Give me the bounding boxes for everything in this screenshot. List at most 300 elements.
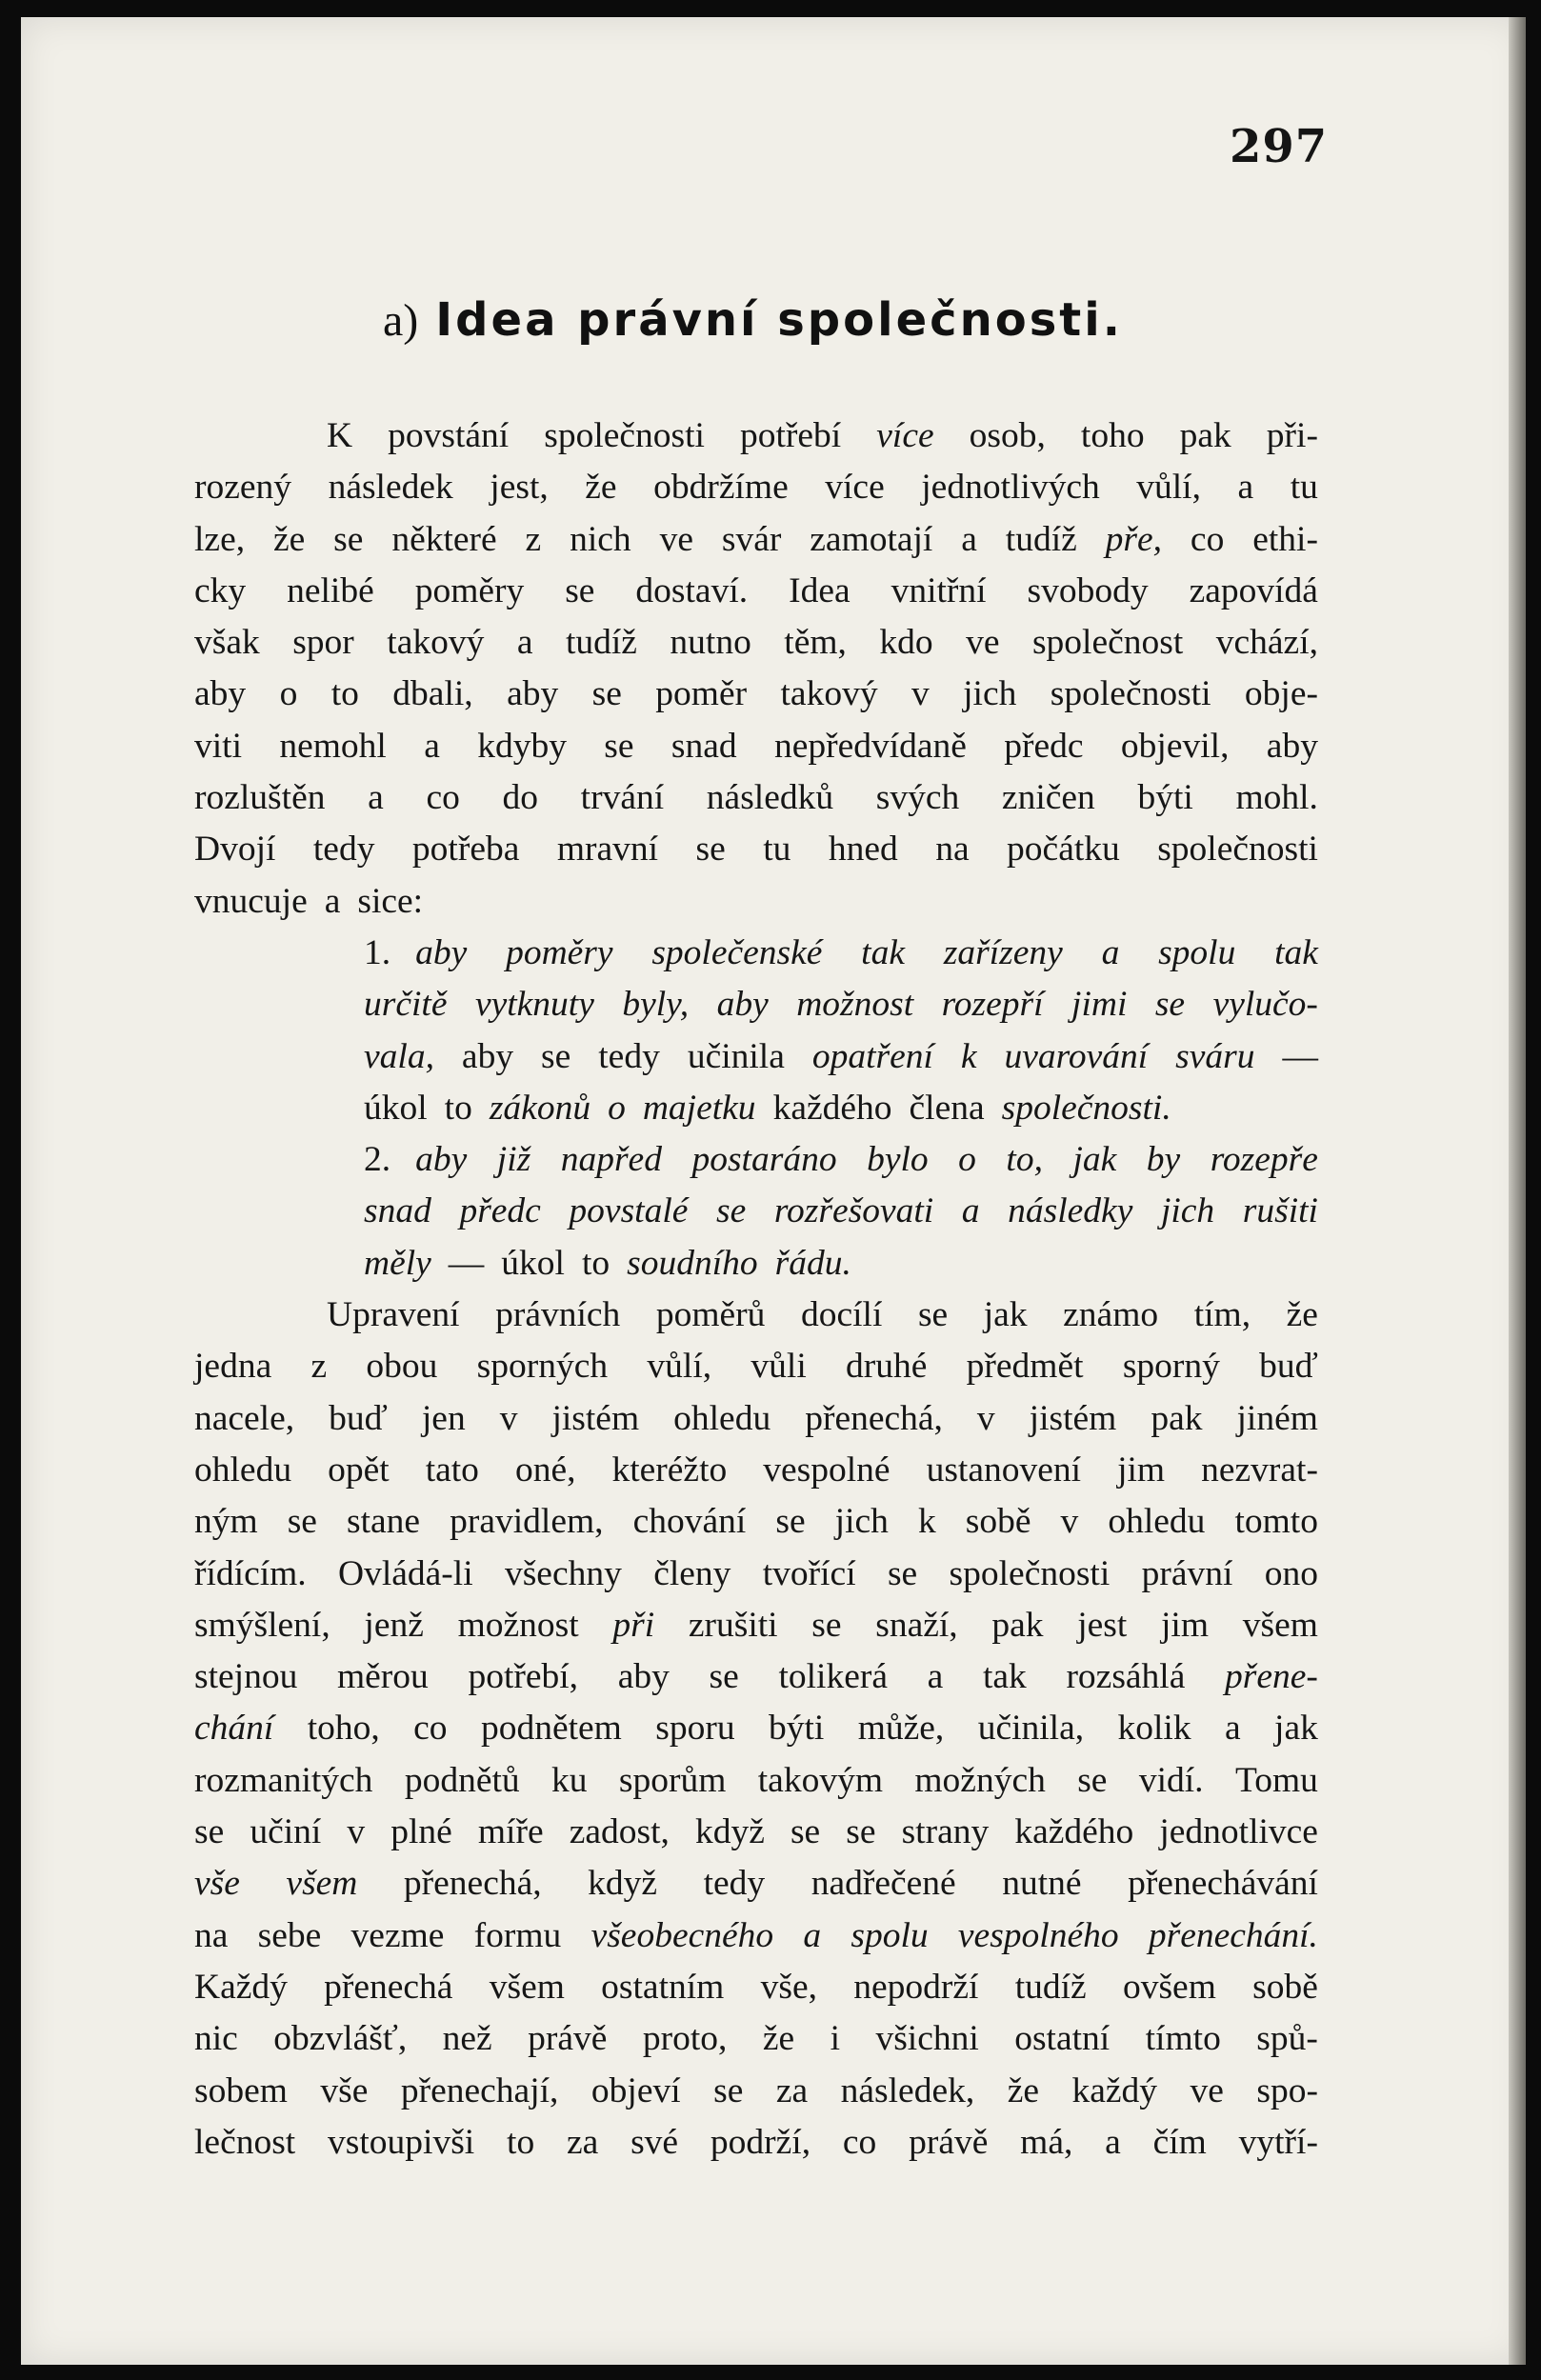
word: že — [272, 519, 306, 559]
word: z — [310, 1347, 328, 1387]
word: býti — [1137, 778, 1193, 818]
word: nich — [570, 519, 631, 559]
word: na — [194, 1915, 229, 1955]
text-line — [194, 1755, 1318, 1807]
list-number: 1. — [364, 932, 391, 972]
word: společnosti — [544, 416, 705, 455]
word: kdo — [879, 623, 933, 663]
word: učinila, — [977, 1709, 1085, 1749]
text-body — [194, 410, 1318, 2169]
word: vylučo- — [1212, 985, 1318, 1025]
word: sebe — [257, 1915, 322, 1955]
word: obzvlášť, — [273, 2019, 408, 2059]
word: rozepře — [1210, 1140, 1318, 1180]
word: objevil, — [1120, 726, 1230, 766]
word: povstání — [388, 416, 510, 455]
word: Ovládá-li — [338, 1553, 473, 1593]
word: proto, — [642, 2019, 728, 2059]
word: rozepří — [941, 985, 1044, 1025]
word: tak — [982, 1657, 1027, 1697]
text-line — [194, 410, 1318, 462]
word: vše — [320, 2070, 369, 2110]
text-line — [194, 1134, 1318, 1186]
word: vespolného — [957, 1915, 1119, 1955]
word: měrou — [336, 1657, 429, 1697]
word: mravní — [556, 830, 659, 870]
word: následek — [328, 468, 453, 508]
word: přenechání. — [1148, 1915, 1318, 1955]
word: společnost — [1031, 623, 1184, 663]
word: určitě — [364, 985, 448, 1025]
word: právě — [528, 2019, 608, 2059]
word: se — [887, 1553, 918, 1593]
word: jest — [1077, 1605, 1128, 1645]
word: poměr — [655, 674, 748, 714]
word: nutno — [670, 623, 751, 663]
word: všichni — [875, 2019, 979, 2059]
word: majetku — [642, 1088, 756, 1128]
word: vespolné — [763, 1450, 891, 1490]
section-heading — [383, 293, 1123, 347]
word: ostatní — [1014, 2019, 1111, 2059]
word: lečnost — [194, 2122, 296, 2162]
text-line — [194, 1703, 1318, 1754]
word: co — [426, 778, 460, 818]
word: zapovídá — [1189, 570, 1318, 610]
word: tolikerá — [778, 1657, 888, 1697]
word: tudíž — [1014, 1967, 1087, 2007]
word: sporný — [1122, 1347, 1220, 1387]
word: ovšem — [1122, 1967, 1216, 2007]
word: jim — [1117, 1450, 1166, 1490]
word: chování — [632, 1502, 747, 1542]
word: se — [811, 1605, 842, 1645]
word: obje- — [1244, 674, 1318, 714]
page-number: 297 — [1230, 120, 1329, 173]
word: více — [876, 416, 934, 455]
word: dbali, — [392, 674, 473, 714]
word: pře, — [1105, 519, 1163, 559]
word: vstoupivši — [328, 2122, 475, 2162]
word: stejnou — [194, 1657, 298, 1697]
word: i — [830, 2019, 840, 2059]
word: možnost — [796, 985, 914, 1025]
word: druhé — [846, 1347, 928, 1387]
word: vytknuty — [474, 985, 594, 1025]
word: se — [1077, 1760, 1108, 1800]
word: pak — [1179, 416, 1231, 455]
word: a — [516, 623, 533, 663]
word: ku — [551, 1760, 588, 1800]
word: jest, — [490, 468, 549, 508]
word: ostatním — [601, 1967, 725, 2007]
word: trvání — [580, 778, 665, 818]
word: aby — [716, 985, 769, 1025]
word: přenechá — [324, 1967, 453, 2007]
word: následky — [1008, 1191, 1133, 1231]
word: a — [1101, 932, 1120, 972]
word: jednotlivce — [1159, 1812, 1318, 1852]
word: vezme — [350, 1915, 445, 1955]
text-line — [194, 2013, 1318, 2065]
word: zadost, — [569, 1812, 670, 1852]
word: možných — [914, 1760, 1046, 1800]
word: jak — [1072, 1140, 1117, 1180]
word: učinila — [687, 1036, 785, 1076]
word: tomto — [1234, 1502, 1318, 1542]
word: by — [1146, 1140, 1181, 1180]
word: vytří- — [1238, 2122, 1318, 2162]
word: tak — [861, 932, 905, 972]
word: sobě — [1252, 1967, 1318, 2007]
word: spolu — [1158, 932, 1236, 972]
word: již — [496, 1140, 531, 1180]
text-line — [194, 1238, 1318, 1290]
word: se — [287, 1502, 317, 1542]
word: v — [1060, 1502, 1079, 1542]
word: to — [444, 1088, 472, 1128]
word: těm, — [784, 623, 847, 663]
text-line — [194, 566, 1318, 617]
word: a — [961, 1191, 980, 1231]
word: jen — [421, 1398, 466, 1438]
text-line — [194, 1807, 1318, 1858]
word: postaráno — [691, 1140, 837, 1180]
word: společnosti — [1157, 830, 1318, 870]
word: dostaví. — [635, 570, 749, 610]
word: rozluštěn — [194, 778, 326, 818]
word: následků — [706, 778, 834, 818]
text-line — [194, 721, 1318, 772]
word: býti — [768, 1709, 825, 1749]
word: bylo — [867, 1140, 929, 1180]
word: toho, — [307, 1709, 380, 1749]
word: Idea — [789, 570, 851, 610]
word: sporných — [476, 1347, 609, 1387]
word: se — [591, 674, 622, 714]
word: co — [413, 1709, 448, 1749]
word: a — [1224, 1709, 1241, 1749]
word: právě — [909, 2122, 989, 2162]
word: předmět — [966, 1347, 1084, 1387]
word: k — [960, 1036, 977, 1076]
word: společnosti — [1050, 674, 1211, 714]
word: a — [424, 726, 440, 766]
word: se — [604, 726, 634, 766]
word: byly, — [622, 985, 690, 1025]
word: co — [842, 2122, 877, 2162]
word: na — [935, 830, 970, 870]
word: v — [499, 1398, 518, 1438]
word: obou — [366, 1347, 438, 1387]
text-line — [194, 1031, 1318, 1083]
word: jistém — [551, 1398, 640, 1438]
word: jedna — [194, 1347, 272, 1387]
word: ve — [659, 519, 693, 559]
word: se — [194, 1812, 225, 1852]
text-line — [194, 876, 1318, 928]
word: zamotají — [810, 519, 933, 559]
word: oné, — [514, 1450, 576, 1490]
word: stane — [347, 1502, 421, 1542]
word: nepodrží — [853, 1967, 979, 2007]
word: pravidlem, — [450, 1502, 604, 1542]
word: úkol — [501, 1243, 565, 1283]
word: se — [790, 1812, 821, 1852]
word: vnucuje — [194, 881, 308, 921]
word: opět — [328, 1450, 390, 1490]
word: poměrů — [655, 1295, 766, 1335]
section-letter: a) — [383, 295, 419, 346]
word: a — [1237, 468, 1254, 508]
text-line — [194, 928, 1318, 979]
word: podrží, — [710, 2122, 811, 2162]
word: však — [194, 623, 260, 663]
word: kteréžto — [611, 1450, 728, 1490]
word: nacele, — [194, 1398, 295, 1438]
word: tu — [1290, 468, 1318, 508]
word: se — [565, 570, 595, 610]
word: Tomu — [1234, 1760, 1318, 1800]
word: plné — [390, 1812, 452, 1852]
word: ohledu — [673, 1398, 771, 1438]
text-line — [194, 1549, 1318, 1600]
word: tedy — [312, 830, 375, 870]
text-line — [194, 1600, 1318, 1651]
word: to, — [1006, 1140, 1043, 1180]
word: takovým — [757, 1760, 883, 1800]
word: jich — [1160, 1191, 1215, 1231]
book-page — [21, 17, 1526, 2365]
word: K — [327, 416, 353, 455]
word: přenechá, — [403, 1864, 542, 1904]
word: své — [630, 2122, 679, 2162]
word: kdyby — [477, 726, 567, 766]
word: snad — [670, 726, 737, 766]
word: tudíž — [1005, 519, 1077, 559]
word: toho — [1080, 416, 1145, 455]
word: známo — [1063, 1295, 1159, 1335]
word: aby — [194, 674, 247, 714]
word: jenž — [364, 1605, 424, 1645]
word: při — [612, 1605, 655, 1645]
word: jiném — [1236, 1398, 1318, 1438]
word: — — [1282, 1036, 1318, 1076]
word: zákonů — [489, 1088, 591, 1128]
word: snad — [364, 1191, 431, 1231]
word: svár — [721, 519, 782, 559]
word: vůlí, — [1136, 468, 1201, 508]
word: soudního — [627, 1243, 758, 1283]
word: tak — [1274, 932, 1318, 972]
word: právní — [1141, 1553, 1233, 1593]
word: tato — [425, 1450, 479, 1490]
word: nezvrat- — [1201, 1450, 1318, 1490]
word: a — [368, 778, 384, 818]
word: nic — [194, 2019, 238, 2059]
word: se — [917, 1295, 949, 1335]
word: každý — [1071, 2070, 1158, 2110]
word: opatření — [811, 1036, 933, 1076]
word: uvarování — [1004, 1036, 1149, 1076]
word: vůli — [750, 1347, 807, 1387]
word: rušiti — [1242, 1191, 1318, 1231]
word: všem — [286, 1864, 358, 1904]
word: potřebí, — [468, 1657, 579, 1697]
word: vůlí, — [647, 1347, 712, 1387]
word: společnosti. — [1001, 1088, 1171, 1128]
text-line — [194, 1083, 1318, 1134]
word: aby — [507, 674, 559, 714]
word: tedy — [703, 1864, 766, 1904]
word: v — [347, 1812, 366, 1852]
text-line — [194, 1445, 1318, 1496]
word: osob, — [969, 416, 1046, 455]
word: možnost — [457, 1605, 579, 1645]
word: když — [588, 1864, 658, 1904]
word: ným — [194, 1502, 258, 1542]
word: hned — [828, 830, 898, 870]
word: to — [330, 674, 359, 714]
word: to — [581, 1243, 610, 1283]
word: co — [1190, 519, 1225, 559]
word: nepředvídaně — [773, 726, 967, 766]
word: smýšlení, — [194, 1605, 330, 1645]
word: ohledu — [194, 1450, 292, 1490]
section-title: Idea právní společnosti. — [435, 293, 1123, 347]
word: že — [762, 2019, 795, 2059]
word: jednotlivých — [921, 468, 1100, 508]
word: ustanovení — [926, 1450, 1082, 1490]
word: sporu — [655, 1709, 735, 1749]
word: a — [1105, 2122, 1121, 2162]
word: kolik — [1117, 1709, 1191, 1749]
word: může, — [857, 1709, 945, 1749]
word: za — [567, 2122, 599, 2162]
word: a — [927, 1657, 944, 1697]
list-item-text — [415, 928, 1318, 979]
text-line — [194, 1858, 1318, 1910]
text-line — [194, 514, 1318, 566]
word: řádu. — [774, 1243, 851, 1283]
text-line — [194, 669, 1318, 720]
word: jich — [963, 674, 1017, 714]
word: k — [917, 1502, 936, 1542]
word: Upravení — [327, 1295, 460, 1335]
word: spor — [292, 623, 354, 663]
word: do — [502, 778, 538, 818]
word: aby — [415, 1140, 468, 1180]
word: nelibé — [287, 570, 374, 610]
word: buď — [1259, 1347, 1318, 1387]
word: jistém — [1029, 1398, 1117, 1438]
word: podnětů — [404, 1760, 520, 1800]
word: pak — [1151, 1398, 1203, 1438]
text-line — [194, 1651, 1318, 1703]
word: potřeba — [411, 830, 520, 870]
word: následek, — [840, 2070, 975, 2110]
word: to — [507, 2122, 535, 2162]
word: pak — [991, 1605, 1044, 1645]
text-line — [194, 1962, 1318, 2013]
word: sice: — [357, 881, 424, 921]
word: svých — [875, 778, 960, 818]
word: míře — [477, 1812, 544, 1852]
word: vnitřní — [891, 570, 987, 610]
word: takový — [780, 674, 878, 714]
word: o — [608, 1088, 626, 1128]
word: v — [911, 674, 930, 714]
word: že — [1007, 2070, 1039, 2110]
word: přenechají, — [400, 2070, 559, 2110]
word: aby — [415, 932, 468, 972]
word: přenechávání — [1128, 1864, 1318, 1904]
word: tudíž — [565, 623, 637, 663]
word: se — [541, 1036, 571, 1076]
word: ve — [966, 623, 1000, 663]
word: společenské — [651, 932, 823, 972]
word: napřed — [560, 1140, 662, 1180]
word: aby — [617, 1657, 670, 1697]
word: vše — [194, 1864, 240, 1904]
word: více — [825, 468, 885, 508]
word: některé — [391, 519, 497, 559]
word: přenechá, — [805, 1398, 943, 1438]
word: nadřečené — [811, 1864, 956, 1904]
word: jim — [1161, 1605, 1210, 1645]
word: jich — [834, 1502, 889, 1542]
word: poměry — [506, 932, 613, 972]
word: se — [716, 1191, 747, 1231]
text-line — [194, 2117, 1318, 2169]
word: sobem — [194, 2070, 288, 2110]
word: rozmanitých — [194, 1760, 373, 1800]
word: svobody — [1027, 570, 1149, 610]
word: předc — [1004, 726, 1084, 766]
text-line — [194, 1290, 1318, 1341]
word: za — [775, 2070, 809, 2110]
text-line — [194, 617, 1318, 669]
word: spolu — [851, 1915, 929, 1955]
word: objeví — [590, 2070, 681, 2110]
word: když — [694, 1812, 765, 1852]
word: řídícím. — [194, 1553, 307, 1593]
word: přene- — [1225, 1657, 1318, 1697]
word: se — [713, 2070, 744, 2110]
word: ve — [1190, 2070, 1224, 2110]
word: a — [803, 1915, 822, 1955]
word: rozený — [194, 468, 292, 508]
word: tvořící — [762, 1553, 856, 1593]
text-line — [194, 1393, 1318, 1445]
word: právních — [495, 1295, 621, 1335]
word: obdržíme — [653, 468, 789, 508]
word: podnětem — [480, 1709, 622, 1749]
word: se — [709, 1657, 739, 1697]
word: měly — [364, 1243, 431, 1283]
text-line — [194, 1496, 1318, 1548]
word: čím — [1152, 2122, 1207, 2162]
text-line — [194, 824, 1318, 875]
word: ohledu — [1108, 1502, 1206, 1542]
word: zrušiti — [688, 1605, 778, 1645]
word: vala, — [364, 1036, 434, 1076]
word: aby — [461, 1036, 514, 1076]
word: docílí — [800, 1295, 883, 1335]
word: o — [279, 674, 298, 714]
word: všem — [1242, 1605, 1318, 1645]
word: že — [1286, 1295, 1318, 1335]
